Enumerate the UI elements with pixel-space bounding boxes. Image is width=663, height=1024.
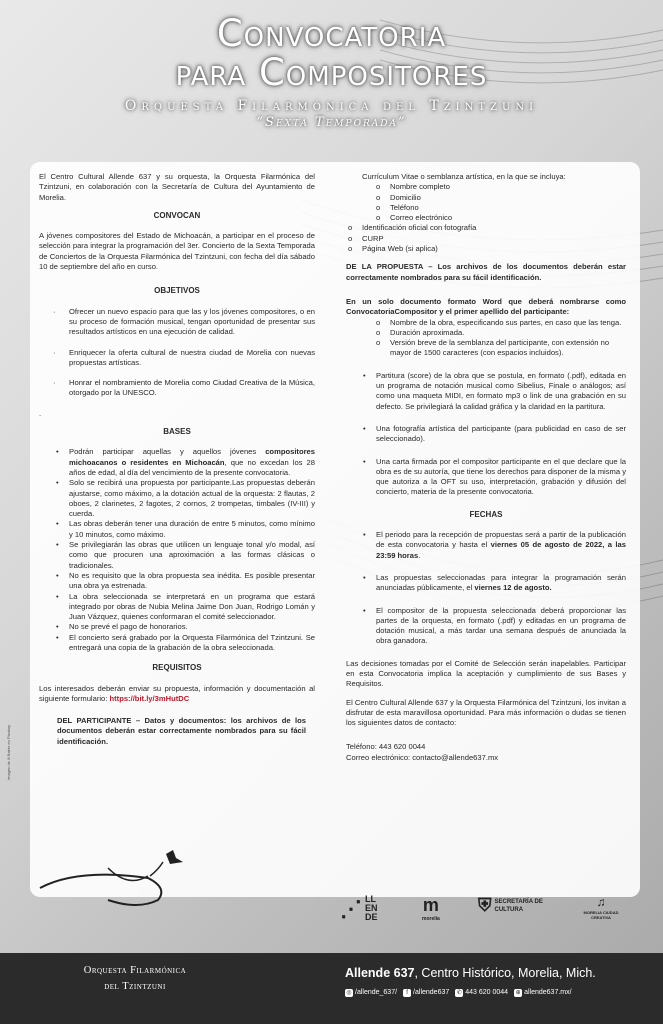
instagram-link[interactable] — [345, 989, 397, 997]
phone-link[interactable] — [455, 989, 508, 997]
base-item: • Se privilegiarán las obras que utilicen un lenguaje tonal y/o modal, así como que procuren una aproximación a las formas clásicas o tradicionales. — [69, 540, 315, 571]
secretaria-logo-text — [495, 898, 543, 914]
base-item: • Solo se recibirá una propuesta por participante.Las propuestas deberán ajustarse, como máximo, a la dotación actual de la orquesta: 2 flautas, 2 oboes, 2 clarinetes, 2 fagotes, 2 cornos, 2 trompetas, timbales (IV-III) y cuerda. — [69, 478, 315, 519]
cultura-label: CULTURA — [494, 906, 524, 913]
footer-web: allende637.mx/ — [524, 989, 572, 996]
materials-list — [346, 371, 626, 498]
convocan-heading: CONVOCAN — [153, 210, 201, 220]
requisitos-body: Los interesados deberán enviar su propuesta, información y documentación al siguiente formulario: — [39, 683, 315, 703]
requisitos-text — [39, 684, 315, 705]
facebook-link[interactable] — [403, 989, 449, 997]
footer-org-line1: Orquesta Filarmónica — [83, 965, 187, 976]
poster-title-line1: Convocatoria — [216, 12, 447, 55]
footer-address-rest: , Centro Histórico, Morelia, Mich. — [414, 966, 596, 980]
fecha-item — [376, 530, 626, 561]
poster-title-line2: para Compositores — [175, 51, 488, 94]
facebook-handle: /allende637 — [413, 989, 450, 996]
orchestra-name: Orquesta Filarmónica del Tzintzuni — [124, 98, 539, 114]
footer-orchestra-name — [60, 963, 210, 995]
fecha-bold: viernes 12 de agosto. — [474, 583, 552, 593]
music-note-icon: ♫ — [596, 895, 606, 909]
morelia-logo — [422, 895, 440, 922]
form-link[interactable]: https://bit.ly/3mHutDC — [109, 693, 190, 703]
cv-items — [346, 182, 626, 223]
footer-social — [345, 989, 572, 997]
footer-org-line2: del Tzintzuni — [104, 981, 166, 992]
allende-logo — [340, 895, 389, 922]
footer-address-bold: Allende 637 — [345, 966, 415, 980]
base-item: • No se prevé el pago de honorarios. — [69, 622, 315, 632]
phone-icon: ✆ — [456, 990, 462, 996]
instagram-handle: /allende_637/ — [355, 989, 398, 996]
cv-item: o Correo electrónico — [390, 213, 626, 223]
secretaria-label: SECRETARÍA DE — [494, 898, 543, 905]
participante-text: DEL PARTICIPANTE – Datos y documentos: los archivos de los documentos deberán estar correctamente nombrados para su fácil identificación. — [57, 716, 306, 746]
fecha-text: Las propuestas seleccionadas para integrar la programación serán anunciadas públicamente, el — [376, 572, 626, 593]
base-item — [69, 447, 315, 478]
propuesta-text: DE LA PROPUESTA – Los archivos de los documentos deberán estar correctamente nombrados para su fácil identificación. — [346, 262, 626, 282]
bases-heading: BASES — [163, 427, 191, 437]
web-link[interactable] — [514, 989, 571, 997]
instagram-icon: ◎ — [346, 990, 352, 996]
word-item: o Versión breve de la semblanza del participante, con extensión no mayor de 1500 caracteres (con espacios incluidos). — [390, 338, 626, 359]
base-item: • La obra seleccionada se interpretará en un programa que estará integrado por obras de Nubia Melina Jaime Don Juan, Rodrigo Lomán y Juan Vázquez, quienes conformaran el comité seleccionador. — [69, 592, 315, 623]
web-icon: ⊕ — [515, 990, 521, 996]
decisiones-text: Las decisiones tomadas por el Comité de Selección serán inapelables. Participar en esta Convocatoria implica la aceptación y cumplimiento de sus Bases y Requisitos. — [346, 658, 626, 689]
base-text: , que no excedan los 28 años de edad, al día del vencimiento de la presente convocatoria. — [69, 457, 315, 477]
objetivo-item: · Ofrecer un nuevo espacio para que las y los jóvenes compositores, o en su proceso de formación musical, tengan oportunidad de presentar sus resultados artísticos en una ejecución de calidad. — [69, 307, 315, 338]
image-credit: Imagen de lil Baker en Pixabay — [6, 724, 11, 780]
contact-email[interactable]: Correo electrónico: contacto@allende637.mx — [346, 752, 499, 762]
morelia-m-icon: m — [422, 895, 439, 915]
base-bold-text: compositores michoacanos o residentes en Michoacán — [69, 447, 315, 467]
cv-item: o Nombre completo — [390, 182, 626, 192]
footer-bar — [0, 953, 663, 1024]
morelia-logo-text: morelia — [422, 916, 440, 922]
allende-logo-text: LL EN DE — [365, 894, 378, 922]
base-item: • No es requisito que la obra propuesta sea inédita. Es posible presentar una obra ya estrenada. — [69, 571, 315, 592]
left-column — [39, 172, 315, 755]
orchestra-bird-logo — [38, 848, 188, 908]
coat-of-arms-icon: ⛨ — [478, 895, 492, 915]
base-item: • El concierto será grabado por la Orquesta Filarmónica del Tzintzuni. Se entregará una copia de la grabación de la obra seleccionada. — [69, 633, 315, 654]
fecha-text: El periodo para la recepción de propuestas será a partir de la publicación de esta convocatoria y hasta el — [376, 530, 626, 550]
material-item: • Una carta firmada por el compositor participante en el que declare que la obra es de su autoría, que tiene los derechos para disponer de la misma y que autoriza a la OFT su uso, interpretación, grabación y difusión del concierto, materia de la presente convocatoria. — [376, 457, 626, 498]
word-item: o Duración aproximada. — [390, 328, 626, 338]
word-item: o Nombre de la obra, especificando sus partes, en caso que las tenga. — [390, 318, 626, 328]
base-item: • Las obras deberán tener una duración de entre 5 minutos, como mínimo y 10 minutos, como máximo. — [69, 519, 315, 540]
fecha-item — [376, 573, 626, 594]
poster-header — [0, 14, 663, 130]
bases-list — [39, 447, 315, 653]
objetivo-item: · Enriquecer la oferta cultural de nuestra ciudad de Morelia con nuevas propuestas artísticas. — [69, 348, 315, 369]
objetivos-heading: OBJETIVOS — [154, 286, 200, 296]
doc-item: o Página Web (si aplica) — [362, 244, 626, 254]
fecha-bold: viernes 05 de agosto de 2022, a las 23:59 horas — [376, 540, 626, 560]
content-panel — [30, 162, 640, 897]
creativa-logo-text: MORELIA CIUDAD CREATIVA — [583, 910, 619, 920]
cv-text: Currículum Vitae o semblanza artística, en la que se incluya: — [362, 172, 566, 181]
cv-item: o Domicilio — [390, 193, 626, 203]
fechas-heading: FECHAS — [469, 509, 503, 519]
footer-phone: 443 620 0044 — [465, 989, 509, 996]
allende-mark-icon: ⋰ — [340, 895, 362, 921]
word-text: En un solo documento formato Word que deberá nombrarse como ConvocatoriaCompositor y el primer apellido del participante: — [346, 296, 626, 317]
intro-text: El Centro Cultural Allende 637 y su orquesta, la Orquesta Filarmónica del Tzintzuni, en colaboración con la Secretaría de Cultura del Ayuntamiento de Morelia. — [39, 172, 315, 202]
facebook-icon: f — [403, 989, 411, 997]
requisitos-heading: REQUISITOS — [152, 663, 202, 673]
objetivos-list — [39, 307, 315, 399]
secretaria-logo — [478, 895, 543, 916]
fecha-text: . — [418, 550, 421, 560]
footer-address — [345, 966, 596, 980]
cv-item: o Teléfono — [390, 203, 626, 213]
convocan-text: A jóvenes compositores del Estado de Michoacán, a participar en el proceso de selección para integrar la programación del 3er. Concierto de la Sexta Temporada de Conciertos de la Orquesta Filarmónica del Tzintzuni, con fecha del día sábado 10 de septiembre del año en curso. — [39, 231, 315, 272]
invita-text: El Centro Cultural Allende 637 y la Orquesta Filarmónica del Tzintzuni, los invitan a disfrutar de esta maravillosa oportunidad. Para más información o dudas se tienen los siguientes datos de contacto: — [346, 697, 626, 728]
season-label: “Sexta Temporada” — [256, 115, 407, 130]
doc-item: o CURP — [362, 234, 626, 244]
material-item: • Una fotografía artística del participante (para publicidad en caso de ser seleccionado). — [376, 424, 626, 445]
contact-phone: Teléfono: 443 620 0044 — [346, 742, 426, 752]
material-item: • Partitura (score) de la obra que se postula, en formato (.pdf), editada en un programa de notación musical como Sibelius, Finale o análogos; así como una maqueta MIDI, en formato mp3 o link de una grabación en su defecto. Se privilegiará la calidad gráfica y la claridad en la partitura. — [376, 371, 626, 412]
separator-dot: . — [39, 408, 42, 418]
ciudad-creativa-logo — [576, 895, 626, 920]
sponsor-logos — [340, 895, 630, 945]
fecha-item: • El compositor de la propuesta seleccionada deberá proporcionar las partes de la orquesta, en formato (.pdf) y editadas en un programa de dotación musical, a más tardar una semana después de anunciada la obra ganadora. — [376, 606, 626, 647]
objetivo-item: · Honrar el nombramiento de Morelia como Ciudad Creativa de la Música, otorgado por la UNESCO. — [69, 378, 315, 399]
base-text: Podrán participar aquellas y aquellos jóvenes — [69, 447, 266, 457]
docs-list — [346, 223, 626, 254]
doc-item: o Identificación oficial con fotografía — [362, 223, 626, 233]
fechas-list — [346, 530, 626, 647]
right-column — [346, 172, 626, 771]
word-items — [346, 318, 626, 359]
